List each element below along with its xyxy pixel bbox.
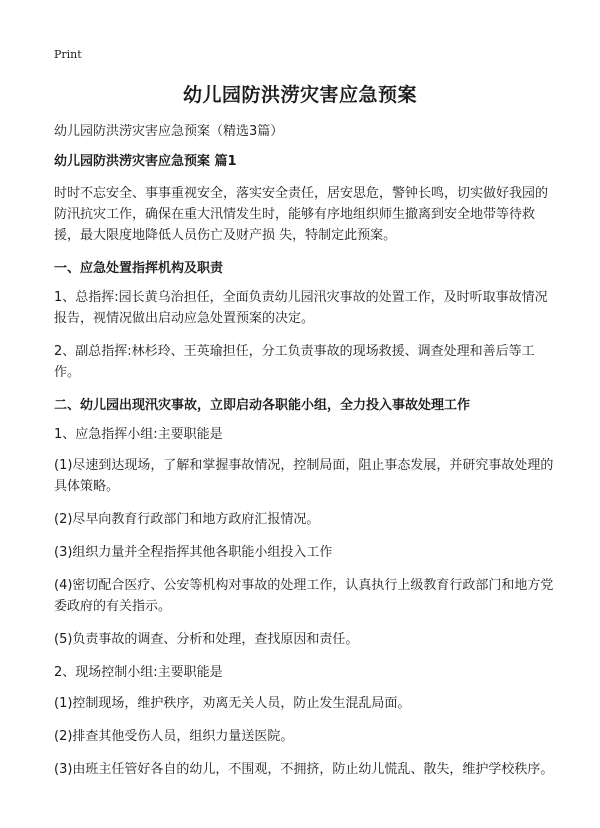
group-1-item: (1)尽速到达现场，了解和掌握事故情况，控制局面，阻止事态发展，并研究事故处理的具体策略。 xyxy=(54,458,554,494)
group-2-title: 2、现场控制小组:主要职能是 xyxy=(54,665,223,680)
paragraph-item-1-2: 2、副总指挥:林杉玲、王英瑜担任，分工负责事故的现场救援、调查处理和善后等工作。 xyxy=(54,344,535,380)
group-1-item: (5)负责事故的调查、分析和处理，查找原因和责任。 xyxy=(54,632,359,647)
group-1-item: (2)尽早向教育行政部门和地方政府汇报情况。 xyxy=(54,512,320,527)
group-2-item: (3)由班主任管好各自的幼儿，不围观，不拥挤，防止幼儿慌乱、散失，维护学校秩序。 xyxy=(54,762,554,777)
intro-paragraph: 时时不忘安全、事事重视安全，落实安全责任，居安思危，警钟长鸣，切实做好我园的防汛抗灾工作，确保在重大汛情发生时，能够有序地组织师生撤离到安全地带等待救援，最大限度地降低人员伤亡及财产损 失，特制定此预案。 xyxy=(54,186,549,243)
section-title: 幼儿园防洪涝灾害应急预案 篇1 xyxy=(54,154,237,169)
heading-2: 二、幼儿园出现汛灾事故，立即启动各职能小组，全力投入事故处理工作 xyxy=(54,398,471,413)
document-body xyxy=(54,121,554,792)
group-1-title: 1、应急指挥小组:主要职能是 xyxy=(54,427,223,442)
heading-1: 一、应急处置指挥机构及职责 xyxy=(54,261,224,276)
group-1-item: (4)密切配合医疗、公安等机构对事故的处理工作，认真执行上级教育行政部门和地方党委政府的有关指示。 xyxy=(54,578,554,614)
document-title: 幼儿园防洪涝灾害应急预案 xyxy=(182,84,417,106)
group-2-item: (2)排查其他受伤人员，组织力量送医院。 xyxy=(54,729,294,744)
paragraph-item-1-1: 1、总指挥:园长黄乌治担任，全面负责幼儿园汛灾事故的处置工作，及时听取事故情况报告，视情况做出启动应急处置预案的决定。 xyxy=(54,290,548,326)
group-2-item: (1)控制现场，维护秩序，劝离无关人员，防止发生混乱局面。 xyxy=(54,696,411,711)
group-1-item: (3)组织力量并全程指挥其他各职能小组投入工作 xyxy=(54,545,333,560)
document-subtitle: 幼儿园防洪涝灾害应急预案（精选3篇） xyxy=(54,124,284,139)
print-label: Print xyxy=(54,48,82,61)
